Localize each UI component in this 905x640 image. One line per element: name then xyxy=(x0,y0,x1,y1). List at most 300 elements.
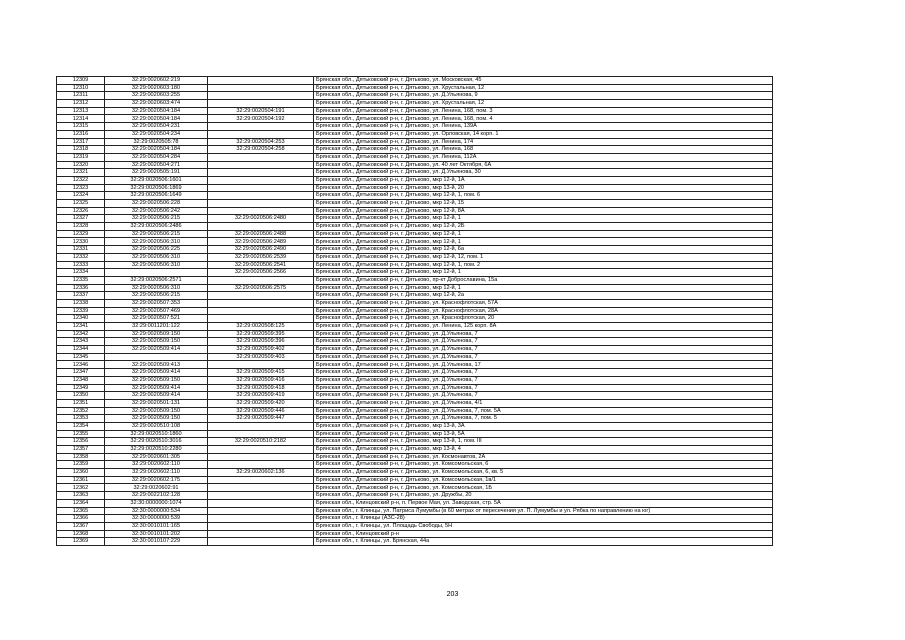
row-number-cell: 12338 xyxy=(57,299,105,307)
cadastral-number-cell: 32:30:0000000:534 xyxy=(105,507,208,515)
related-cadastral-cell xyxy=(208,430,314,438)
table-row xyxy=(57,323,773,331)
related-cadastral-cell: 32:29:0020509:402 xyxy=(208,346,314,354)
cadastral-number-cell: 32:29:0020504:234 xyxy=(105,130,208,138)
row-number-cell: 12311 xyxy=(57,92,105,100)
related-cadastral-cell xyxy=(208,161,314,169)
cadastral-number-cell: 32:29:0020603:255 xyxy=(105,92,208,100)
row-number-cell: 12359 xyxy=(57,461,105,469)
cadastral-number-cell: 32:29:0020506:215 xyxy=(105,292,208,300)
table-row xyxy=(57,115,773,123)
cadastral-number-cell: 32:29:0022102:128 xyxy=(105,492,208,500)
row-number-cell: 12365 xyxy=(57,507,105,515)
cadastral-number-cell: 32:29:0020603:474 xyxy=(105,100,208,108)
related-cadastral-cell xyxy=(208,299,314,307)
row-number-cell: 12353 xyxy=(57,415,105,423)
related-cadastral-cell xyxy=(208,292,314,300)
table-row xyxy=(57,438,773,446)
address-cell: Брянская обл., Дятьковский р-н, г. Дятьково, ул. Ленина, 168 xyxy=(314,146,773,154)
table-row xyxy=(57,215,773,223)
table-row xyxy=(57,184,773,192)
row-number-cell: 12358 xyxy=(57,453,105,461)
table-row xyxy=(57,407,773,415)
related-cadastral-cell: 32:29:0020506:2480 xyxy=(208,215,314,223)
address-cell: Брянская обл., Дятьковский р-н, г. Дятьково, мкр 12-й, 1 xyxy=(314,269,773,277)
row-number-cell: 12335 xyxy=(57,276,105,284)
table-row xyxy=(57,146,773,154)
address-cell: Брянская обл., Дятьковский р-н, г. Дятьково, мкр 12-й, 1 xyxy=(314,238,773,246)
row-number-cell: 12317 xyxy=(57,138,105,146)
address-cell: Брянская обл., Дятьковский р-н, г. Дятьково, ул. Комсомольская, 1в/1 xyxy=(314,476,773,484)
row-number-cell: 12344 xyxy=(57,346,105,354)
related-cadastral-cell: 32:29:0020602:136 xyxy=(208,469,314,477)
table-row xyxy=(57,476,773,484)
cadastral-number-cell: 32:29:0020510:3016 xyxy=(105,438,208,446)
row-number-cell: 12316 xyxy=(57,130,105,138)
address-cell: Брянская обл., Дятьковский р-н, г. Дятьково, ул. Ленина, 112А xyxy=(314,153,773,161)
row-number-cell: 12352 xyxy=(57,407,105,415)
cadastral-number-cell: 32:29:0020506:310 xyxy=(105,261,208,269)
row-number-cell: 12329 xyxy=(57,230,105,238)
row-number-cell: 12357 xyxy=(57,446,105,454)
cadastral-number-cell: 32:29:0011201:122 xyxy=(105,323,208,331)
cadastral-number-cell: 32:29:0020506:242 xyxy=(105,207,208,215)
related-cadastral-cell xyxy=(208,77,314,85)
related-cadastral-cell xyxy=(208,492,314,500)
row-number-cell: 12309 xyxy=(57,77,105,85)
related-cadastral-cell: 32:29:0020509:396 xyxy=(208,338,314,346)
cadastral-number-cell: 32:30:0010101:165 xyxy=(105,522,208,530)
cadastral-number-cell: 32:29:0020501:131 xyxy=(105,399,208,407)
table-row xyxy=(57,346,773,354)
row-number-cell: 12340 xyxy=(57,315,105,323)
cadastral-number-cell: 32:29:0020506:2486 xyxy=(105,223,208,231)
related-cadastral-cell: 32:29:0020509:447 xyxy=(208,415,314,423)
related-cadastral-cell xyxy=(208,446,314,454)
row-number-cell: 12333 xyxy=(57,261,105,269)
address-cell: Брянская обл., Дятьковский р-н, г. Дятьково, ул. Д.Ульянова, 17 xyxy=(314,361,773,369)
related-cadastral-cell: 32:29:0020506:2489 xyxy=(208,238,314,246)
cadastral-number-cell: 32:29:0020507:353 xyxy=(105,299,208,307)
table-row xyxy=(57,399,773,407)
row-number-cell: 12327 xyxy=(57,215,105,223)
cadastral-number-cell: 32:29:0020504:231 xyxy=(105,123,208,131)
related-cadastral-cell: 32:29:0020506:2566 xyxy=(208,269,314,277)
related-cadastral-cell xyxy=(208,123,314,131)
table-row xyxy=(57,299,773,307)
table-row xyxy=(57,100,773,108)
row-number-cell: 12364 xyxy=(57,499,105,507)
related-cadastral-cell: 32:29:0020506:2490 xyxy=(208,246,314,254)
address-cell: Брянская обл., Дятьковский р-н, г. Дятьково, мкр 12-й, 12, пом. 1 xyxy=(314,253,773,261)
cadastral-table xyxy=(56,76,773,546)
cadastral-number-cell: 32:29:0020509:414 xyxy=(105,346,208,354)
row-number-cell: 12366 xyxy=(57,515,105,523)
table-row xyxy=(57,530,773,538)
address-cell: Брянская обл., Дятьковский р-н, г. Дятьково, ул. Московская, 45 xyxy=(314,77,773,85)
row-number-cell: 12348 xyxy=(57,376,105,384)
table-row xyxy=(57,292,773,300)
table-row xyxy=(57,422,773,430)
related-cadastral-cell xyxy=(208,92,314,100)
row-number-cell: 12346 xyxy=(57,361,105,369)
address-cell: Брянская обл., Дятьковский р-н, г. Дятьково, ул. Хрустальная, 12 xyxy=(314,100,773,108)
table-row xyxy=(57,446,773,454)
table-row xyxy=(57,153,773,161)
related-cadastral-cell xyxy=(208,84,314,92)
table-row xyxy=(57,522,773,530)
address-cell: Брянская обл., Дятьковский р-н, г. Дятьково, ул. Д.Ульянова, 4/1 xyxy=(314,399,773,407)
address-cell: Брянская обл., Дятьковский р-н, г. Дятьково, мкр 13-й, 1, пом. III xyxy=(314,438,773,446)
related-cadastral-cell xyxy=(208,422,314,430)
table-row xyxy=(57,238,773,246)
row-number-cell: 12325 xyxy=(57,200,105,208)
cadastral-number-cell: 32:29:0020602:110 xyxy=(105,469,208,477)
cadastral-number-cell xyxy=(105,269,208,277)
row-number-cell: 12310 xyxy=(57,84,105,92)
cadastral-number-cell: 32:29:0020506:215 xyxy=(105,230,208,238)
address-cell: Брянская обл., Дятьковский р-н, г. Дятьково, ул. Д.Ульянова, 9 xyxy=(314,92,773,100)
address-cell: Брянская обл., Дятьковский р-н, г. Дятьково, ул. Хрустальная, 12 xyxy=(314,84,773,92)
related-cadastral-cell xyxy=(208,153,314,161)
address-cell: Брянская обл., Дятьковский р-н, г. Дятьково, ул. Ленина, 168, пом. 3 xyxy=(314,107,773,115)
address-cell: Брянская обл., Дятьковский р-н, г. Дятьково, мкр 13-й, 3А xyxy=(314,422,773,430)
table-row xyxy=(57,261,773,269)
related-cadastral-cell: 32:29:0020504:191 xyxy=(208,107,314,115)
table-row xyxy=(57,330,773,338)
address-cell: Брянская обл., Дятьковский р-н, г. Дятьково, мкр 12-й, 1 xyxy=(314,230,773,238)
row-number-cell: 12345 xyxy=(57,353,105,361)
row-number-cell: 12337 xyxy=(57,292,105,300)
table-row xyxy=(57,169,773,177)
table-row xyxy=(57,315,773,323)
cadastral-number-cell: 32:29:0020505:191 xyxy=(105,169,208,177)
address-cell: Брянская обл., Клинцовский р-н xyxy=(314,530,773,538)
related-cadastral-cell xyxy=(208,176,314,184)
row-number-cell: 12351 xyxy=(57,399,105,407)
table-row xyxy=(57,538,773,546)
related-cadastral-cell xyxy=(208,184,314,192)
cadastral-number-cell: 32:29:0020602:175 xyxy=(105,476,208,484)
row-number-cell: 12319 xyxy=(57,153,105,161)
related-cadastral-cell: 32:29:0020508:125 xyxy=(208,323,314,331)
page-number: 203 xyxy=(446,591,459,598)
address-cell: Брянская обл., Дятьковский р-н, г. Дятьково, ул. Дружбы, 20 xyxy=(314,492,773,500)
address-cell: Брянская обл., г. Клинцы, ул. Брянская, 44а xyxy=(314,538,773,546)
address-cell: Брянская обл., Дятьковский р-н, г. Дятьково, мкр 12-й, 6а xyxy=(314,246,773,254)
row-number-cell: 12334 xyxy=(57,269,105,277)
address-cell: Брянская обл., Дятьковский р-н, г. Дятьково, ул. Краснофлотская, 20 xyxy=(314,315,773,323)
address-cell: Брянская обл., Дятьковский р-н, г. Дятьково, мкр 12-й, 2а xyxy=(314,292,773,300)
table-row xyxy=(57,161,773,169)
related-cadastral-cell: 32:29:0020509:446 xyxy=(208,407,314,415)
address-cell: Брянская обл., Дятьковский р-н, г. Дятьково, ул. Ленина, 125 корп. 8А xyxy=(314,323,773,331)
address-cell: Брянская обл., Дятьковский р-н, г. Дятьково, мкр 13-й, 5А xyxy=(314,430,773,438)
table-row xyxy=(57,384,773,392)
address-cell: Брянская обл., Дятьковский р-н, г. Дятьково, ул. Д.Ульянова, 7 xyxy=(314,338,773,346)
cadastral-number-cell: 32:30:0010107:229 xyxy=(105,538,208,546)
cadastral-number-cell: 32:29:0020603:180 xyxy=(105,84,208,92)
related-cadastral-cell: 32:29:0020509:420 xyxy=(208,399,314,407)
cadastral-number-cell: 32:29:0020504:184 xyxy=(105,146,208,154)
related-cadastral-cell xyxy=(208,169,314,177)
cadastral-number-cell: 32:29:0020510:108 xyxy=(105,422,208,430)
row-number-cell: 12332 xyxy=(57,253,105,261)
related-cadastral-cell: 32:29:0020509:395 xyxy=(208,330,314,338)
row-number-cell: 12367 xyxy=(57,522,105,530)
row-number-cell: 12350 xyxy=(57,392,105,400)
related-cadastral-cell: 32:29:0020506:2575 xyxy=(208,284,314,292)
related-cadastral-cell: 32:29:0020504:253 xyxy=(208,138,314,146)
cadastral-number-cell: 32:29:0020506:228 xyxy=(105,200,208,208)
row-number-cell: 12355 xyxy=(57,430,105,438)
row-number-cell: 12347 xyxy=(57,369,105,377)
cadastral-number-cell: 32:29:0020509:150 xyxy=(105,330,208,338)
related-cadastral-cell xyxy=(208,100,314,108)
table-row xyxy=(57,453,773,461)
row-number-cell: 12321 xyxy=(57,169,105,177)
cadastral-number-cell: 32:29:0020601:305 xyxy=(105,453,208,461)
table-row xyxy=(57,515,773,523)
address-cell: Брянская обл., Дятьковский р-н, г. Дятьково, мкр 12-й, 1, пом. 6 xyxy=(314,192,773,200)
row-number-cell: 12369 xyxy=(57,538,105,546)
related-cadastral-cell xyxy=(208,361,314,369)
address-cell: Брянская обл., Дятьковский р-н, г. Дятьково, ул. Ленина, 168, пом. 4 xyxy=(314,115,773,123)
related-cadastral-cell xyxy=(208,461,314,469)
row-number-cell: 12354 xyxy=(57,422,105,430)
row-number-cell: 12368 xyxy=(57,530,105,538)
related-cadastral-cell xyxy=(208,453,314,461)
cadastral-number-cell: 32:29:0020509:150 xyxy=(105,338,208,346)
address-cell: Брянская обл., Дятьковский р-н, г. Дятьково, мкр 12-й, 8А xyxy=(314,207,773,215)
table-row xyxy=(57,353,773,361)
row-number-cell: 12360 xyxy=(57,469,105,477)
row-number-cell: 12314 xyxy=(57,115,105,123)
row-number-cell: 12323 xyxy=(57,184,105,192)
cadastral-number-cell: 32:29:0020506:1601 xyxy=(105,176,208,184)
table-body xyxy=(57,77,773,546)
table-row xyxy=(57,253,773,261)
address-cell: Брянская обл., Дятьковский р-н, г. Дятьково, ул. Д.Ульянова, 30 xyxy=(314,169,773,177)
table-row xyxy=(57,200,773,208)
table-row xyxy=(57,138,773,146)
address-cell: Брянская обл., г. Клинцы (АЗС-28) xyxy=(314,515,773,523)
cadastral-number-cell: 32:29:0020505:78 xyxy=(105,138,208,146)
address-cell: Брянская обл., г. Клинцы, ул. Площадь Свободы, 5Н xyxy=(314,522,773,530)
related-cadastral-cell xyxy=(208,200,314,208)
related-cadastral-cell xyxy=(208,315,314,323)
related-cadastral-cell: 32:29:0020509:403 xyxy=(208,353,314,361)
cadastral-number-cell: 32:29:0020602:91 xyxy=(105,484,208,492)
row-number-cell: 12315 xyxy=(57,123,105,131)
related-cadastral-cell: 32:29:0020509:416 xyxy=(208,376,314,384)
table-row xyxy=(57,84,773,92)
cadastral-number-cell: 32:29:0020509:413 xyxy=(105,361,208,369)
address-cell: Брянская обл., Дятьковский р-н, г. Дятьково, ул. Д.Ульянова, 7 xyxy=(314,330,773,338)
table-row xyxy=(57,223,773,231)
row-number-cell: 12328 xyxy=(57,223,105,231)
row-number-cell: 12356 xyxy=(57,438,105,446)
row-number-cell: 12326 xyxy=(57,207,105,215)
row-number-cell: 12322 xyxy=(57,176,105,184)
row-number-cell: 12324 xyxy=(57,192,105,200)
table-row xyxy=(57,284,773,292)
address-cell: Брянская обл., Дятьковский р-н, г. Дятьково, мкр 12-й, 15 xyxy=(314,200,773,208)
related-cadastral-cell xyxy=(208,538,314,546)
row-number-cell: 12336 xyxy=(57,284,105,292)
table-row xyxy=(57,415,773,423)
related-cadastral-cell: 32:29:0020509:419 xyxy=(208,392,314,400)
cadastral-number-cell: 32:30:0010101:202 xyxy=(105,530,208,538)
table-row xyxy=(57,484,773,492)
related-cadastral-cell xyxy=(208,223,314,231)
cadastral-number-cell: 32:29:0020506:310 xyxy=(105,284,208,292)
address-cell: Брянская обл., Дятьковский р-н, г. Дятьково, ул. Д.Ульянова, 7 xyxy=(314,384,773,392)
related-cadastral-cell xyxy=(208,507,314,515)
address-cell: Брянская обл., Дятьковский р-н, г. Дятьково, ул. Д.Ульянова, 7, пом. 5А xyxy=(314,407,773,415)
cadastral-number-cell: 32:29:0020506:2571 xyxy=(105,276,208,284)
table-row xyxy=(57,369,773,377)
related-cadastral-cell xyxy=(208,207,314,215)
table-row xyxy=(57,123,773,131)
address-cell: Брянская обл., Дятьковский р-н, г. Дятьково, мкр 13-й, 4 xyxy=(314,446,773,454)
address-cell: Брянская обл., Клинцовский р-н, п. Первое Мая, ул. Заводская, стр. 5А xyxy=(314,499,773,507)
table-row xyxy=(57,269,773,277)
cadastral-number-cell: 32:29:0020509:150 xyxy=(105,376,208,384)
address-cell: Брянская обл., Дятьковский р-н, г. Дятьково, ул. Д.Ульянова, 7, пом. 5 xyxy=(314,415,773,423)
table-row xyxy=(57,107,773,115)
address-cell: Брянская обл., Дятьковский р-н, г. Дятьково, мкр 12-й, 1, пом. 2 xyxy=(314,261,773,269)
cadastral-number-cell: 32:29:0020509:414 xyxy=(105,369,208,377)
related-cadastral-cell xyxy=(208,192,314,200)
related-cadastral-cell xyxy=(208,276,314,284)
address-cell: Брянская обл., Дятьковский р-н, г. Дятьково, мкр 13-й, 20 xyxy=(314,184,773,192)
address-cell: Брянская обл., Дятьковский р-н, г. Дятьково, ул. Д.Ульянова, 7 xyxy=(314,353,773,361)
related-cadastral-cell: 32:29:0020506:2541 xyxy=(208,261,314,269)
row-number-cell: 12341 xyxy=(57,323,105,331)
related-cadastral-cell: 32:29:0020506:2539 xyxy=(208,253,314,261)
row-number-cell: 12331 xyxy=(57,246,105,254)
table-row xyxy=(57,376,773,384)
cadastral-number-cell: 32:29:0020507:469 xyxy=(105,307,208,315)
table-row xyxy=(57,461,773,469)
address-cell: Брянская обл., Дятьковский р-н, г. Дятьково, ул. Комсомольская, 1Б xyxy=(314,484,773,492)
address-cell: Брянская обл., Дятьковский р-н, г. Дятьково, ул. Д.Ульянова, 7 xyxy=(314,346,773,354)
row-number-cell: 12363 xyxy=(57,492,105,500)
table-row xyxy=(57,77,773,85)
cadastral-number-cell: 32:29:0020509:150 xyxy=(105,415,208,423)
row-number-cell: 12320 xyxy=(57,161,105,169)
row-number-cell: 12312 xyxy=(57,100,105,108)
related-cadastral-cell: 32:29:0020509:418 xyxy=(208,384,314,392)
related-cadastral-cell: 32:29:0020506:2488 xyxy=(208,230,314,238)
row-number-cell: 12362 xyxy=(57,484,105,492)
related-cadastral-cell: 32:29:0020504:192 xyxy=(208,115,314,123)
related-cadastral-cell xyxy=(208,522,314,530)
row-number-cell: 12318 xyxy=(57,146,105,154)
address-cell: Брянская обл., Дятьковский р-н, г. Дятьково, ул. Ленина, 139А xyxy=(314,123,773,131)
address-cell: Брянская обл., Дятьковский р-н, г. Дятьково, ул. Д.Ульянова, 7 xyxy=(314,369,773,377)
table-row xyxy=(57,92,773,100)
row-number-cell: 12313 xyxy=(57,107,105,115)
address-cell: Брянская обл., Дятьковский р-н, г. Дятьково, ул. Краснофлотская, 28А xyxy=(314,307,773,315)
related-cadastral-cell: 32:29:0020509:415 xyxy=(208,369,314,377)
related-cadastral-cell xyxy=(208,499,314,507)
address-cell: Брянская обл., Дятьковский р-н, г. Дятьково, ул. Ленина, 174 xyxy=(314,138,773,146)
related-cadastral-cell xyxy=(208,130,314,138)
row-number-cell: 12339 xyxy=(57,307,105,315)
address-cell: Брянская обл., Дятьковский р-н, г. Дятьково, ул. Орловская, 14 корп. 1 xyxy=(314,130,773,138)
address-cell: Брянская обл., Дятьковский р-н, г. Дятьково, мкр 12-й, 1 xyxy=(314,284,773,292)
related-cadastral-cell xyxy=(208,530,314,538)
row-number-cell: 12343 xyxy=(57,338,105,346)
row-number-cell: 12342 xyxy=(57,330,105,338)
cadastral-number-cell: 32:29:0020509:150 xyxy=(105,407,208,415)
related-cadastral-cell: 32:29:0020510:2182 xyxy=(208,438,314,446)
table-row xyxy=(57,492,773,500)
cadastral-number-cell: 32:29:0020507:521 xyxy=(105,315,208,323)
table-row xyxy=(57,338,773,346)
cadastral-number-cell: 32:29:0020506:225 xyxy=(105,246,208,254)
table-row xyxy=(57,430,773,438)
cadastral-number-cell: 32:29:0020506:1869 xyxy=(105,184,208,192)
related-cadastral-cell xyxy=(208,484,314,492)
table-row xyxy=(57,246,773,254)
table-row xyxy=(57,507,773,515)
cadastral-number-cell: 32:30:0000000:539 xyxy=(105,515,208,523)
cadastral-number-cell: 32:29:0020504:184 xyxy=(105,107,208,115)
related-cadastral-cell xyxy=(208,515,314,523)
address-cell: Брянская обл., Дятьковский р-н, г. Дятьково, ул. Д.Ульянова, 7 xyxy=(314,376,773,384)
related-cadastral-cell xyxy=(208,476,314,484)
table-row xyxy=(57,361,773,369)
cadastral-number-cell xyxy=(105,353,208,361)
address-cell: Брянская обл., Дятьковский р-н, г. Дятьково, пр-кт Доброславина, 15а xyxy=(314,276,773,284)
address-cell: Брянская обл., г. Клинцы, ул. Патриса Лумумбы (в 60 метрах от пересечения ул. П. Лумумбы и ул. Рябка по направлению на юг) xyxy=(314,507,773,515)
address-cell: Брянская обл., Дятьковский р-н, г. Дятьково, ул. Д.Ульянова, 7 xyxy=(314,392,773,400)
cadastral-number-cell: 32:30:0000000:1074 xyxy=(105,499,208,507)
row-number-cell: 12330 xyxy=(57,238,105,246)
cadastral-number-cell: 32:29:0020510:1860 xyxy=(105,430,208,438)
address-cell: Брянская обл., Дятьковский р-н, г. Дятьково, ул. 40 лет Октября, 6А xyxy=(314,161,773,169)
table-row xyxy=(57,499,773,507)
table-row xyxy=(57,230,773,238)
related-cadastral-cell: 32:29:0020504:258 xyxy=(208,146,314,154)
cadastral-number-cell: 32:29:0020509:414 xyxy=(105,392,208,400)
cadastral-number-cell: 32:29:0020509:414 xyxy=(105,384,208,392)
address-cell: Брянская обл., Дятьковский р-н, г. Дятьково, мкр 12-й, 1 xyxy=(314,215,773,223)
row-number-cell: 12361 xyxy=(57,476,105,484)
table-row xyxy=(57,392,773,400)
table-row xyxy=(57,276,773,284)
row-number-cell: 12349 xyxy=(57,384,105,392)
cadastral-number-cell: 32:29:0020506:310 xyxy=(105,253,208,261)
address-cell: Брянская обл., Дятьковский р-н, г. Дятьково, мкр 12-й, 1А xyxy=(314,176,773,184)
related-cadastral-cell xyxy=(208,307,314,315)
address-cell: Брянская обл., Дятьковский р-н, г. Дятьково, мкр 12-й, 2Б xyxy=(314,223,773,231)
table-row xyxy=(57,469,773,477)
address-cell: Брянская обл., Дятьковский р-н, г. Дятьково, ул. Комсомольская, 6 xyxy=(314,461,773,469)
table-row xyxy=(57,192,773,200)
table-row xyxy=(57,176,773,184)
table-row xyxy=(57,307,773,315)
address-cell: Брянская обл., Дятьковский р-н, г. Дятьково, ул. Комсомольская, 6, кв. 5 xyxy=(314,469,773,477)
address-cell: Брянская обл., Дятьковский р-н, г. Дятьково, ул. Космонавтов, 2А xyxy=(314,453,773,461)
cadastral-number-cell: 32:29:0020504:271 xyxy=(105,161,208,169)
cadastral-number-cell: 32:29:0020602:110 xyxy=(105,461,208,469)
cadastral-number-cell: 32:29:0020510:2280 xyxy=(105,446,208,454)
cadastral-number-cell: 32:29:0020506:215 xyxy=(105,215,208,223)
